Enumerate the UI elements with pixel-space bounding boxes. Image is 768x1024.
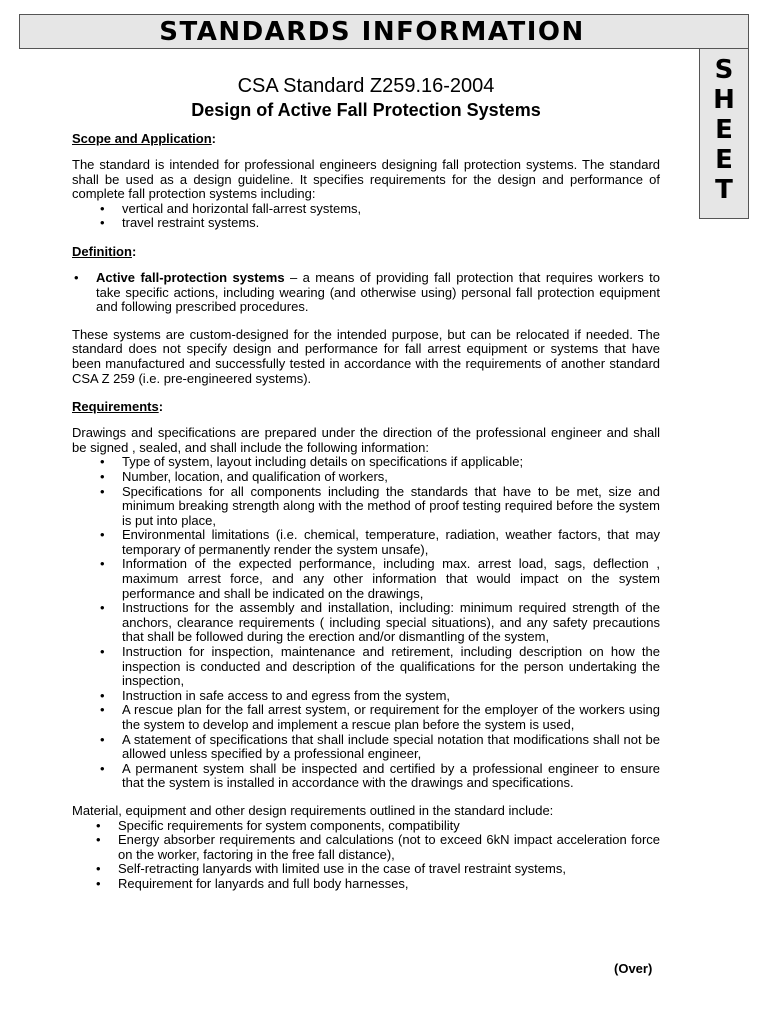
page-continue-note: (Over) — [614, 961, 653, 976]
list-item: • A statement of specifications that shall include special notation that modifications shall not be allowed unless specified by a professional engineer, — [72, 733, 660, 762]
requirements-list — [72, 455, 660, 791]
definition-text: – a means of providing fall protection that requires workers to take specific actions, including wearing (and otherwise using) personal fall protection equipment and following prescribed procedures. — [96, 269, 661, 315]
sheet-letter: S — [714, 55, 734, 85]
definition-list — [72, 271, 660, 315]
list-item: • Specific requirements for system components, compatibility — [72, 819, 660, 834]
sheet-letter: E — [715, 145, 733, 175]
list-item: • Number, location, and qualification of workers, — [72, 470, 660, 485]
list-item: • Self-retracting lanyards with limited use in the case of travel restraint systems, — [72, 862, 660, 877]
document-body — [72, 74, 660, 892]
material-intro: Material, equipment and other design requirements outlined in the standard include: — [72, 802, 554, 818]
list-item: • Type of system, layout including details on specifications if applicable; — [72, 455, 660, 470]
scope-heading: Scope and Application: — [72, 131, 216, 146]
definition-item — [72, 271, 660, 315]
list-item: • Environmental limitations (i.e. chemical, temperature, radiation, weather factors, that may temporary of permanently render the system unsafe), — [72, 528, 660, 557]
list-item: • Instruction in safe access to and egress from the system, — [72, 689, 660, 704]
standards-banner — [19, 14, 749, 49]
requirements-heading: Requirements: — [72, 399, 164, 415]
scope-list — [72, 202, 660, 231]
sheet-side-tab — [699, 49, 749, 219]
list-item: • A permanent system shall be inspected and certified by a professional engineer to ensure that the system is installed in accordance with the drawings and specifications. — [72, 762, 660, 791]
banner-title: STANDARDS INFORMATION — [159, 16, 585, 47]
list-item: • travel restraint systems. — [72, 216, 660, 231]
material-list — [72, 819, 660, 892]
list-item: • A rescue plan for the fall arrest system, or requirement for the employer of the workers using the system to develop and implement a rescue plan before the system is used, — [72, 703, 660, 732]
document-title: CSA Standard Z259.16-2004 — [237, 75, 495, 97]
list-item: • Specifications for all components including the standards that have to be met, size and minimum breaking strength along with the method of proof testing required before the system is put into place, — [72, 485, 660, 529]
list-item: • vertical and horizontal fall-arrest systems, — [72, 202, 660, 217]
list-item: • Instruction for inspection, maintenance and retirement, including description on how the inspection is conducted and description of the qualifications for the person undertaking the inspection, — [72, 645, 660, 689]
list-item: • Information of the expected performance, including max. arrest load, sags, deflection , maximum arrest force, and any other information that would impact on the system performance and shall be indicated on the drawings, — [72, 557, 660, 601]
list-item: • Instructions for the assembly and installation, including: minimum required strength of the anchors, clearance requirements ( including special situations), and any safety precautions that shall be followed during the erection and/or dismantling of the system, — [72, 601, 660, 645]
definition-term: Active fall-protection systems — [96, 269, 285, 285]
sheet-letter: H — [713, 85, 735, 115]
scope-text: The standard is intended for professional engineers designing fall protection systems. The standard shall be used as a design guideline. It specifies requirements for the design and performance of complete fall protection systems including: — [72, 157, 660, 202]
document-subtitle: Design of Active Fall Protection Systems — [191, 100, 541, 120]
sheet-letter: T — [715, 175, 733, 205]
definition-paragraph: These systems are custom-designed for the intended purpose, but can be relocated if needed. The standard does not specify design and performance for fall arrest equipment or systems that have been manufactured and successfully tested in accordance with the requirements of another standard CSA Z 259 (i.e. pre-engineered systems). — [72, 326, 660, 386]
list-item: • Energy absorber requirements and calculations (not to exceed 6kN impact acceleration force on the worker, factoring in the free fall distance), — [72, 833, 660, 862]
list-item: • Requirement for lanyards and full body harnesses, — [72, 877, 660, 892]
definition-heading: Definition: — [72, 243, 137, 259]
sheet-letter: E — [715, 115, 733, 145]
requirements-intro: Drawings and specifications are prepared under the direction of the professional engineer and shall be signed , sealed, and shall include the following information: — [72, 425, 660, 455]
